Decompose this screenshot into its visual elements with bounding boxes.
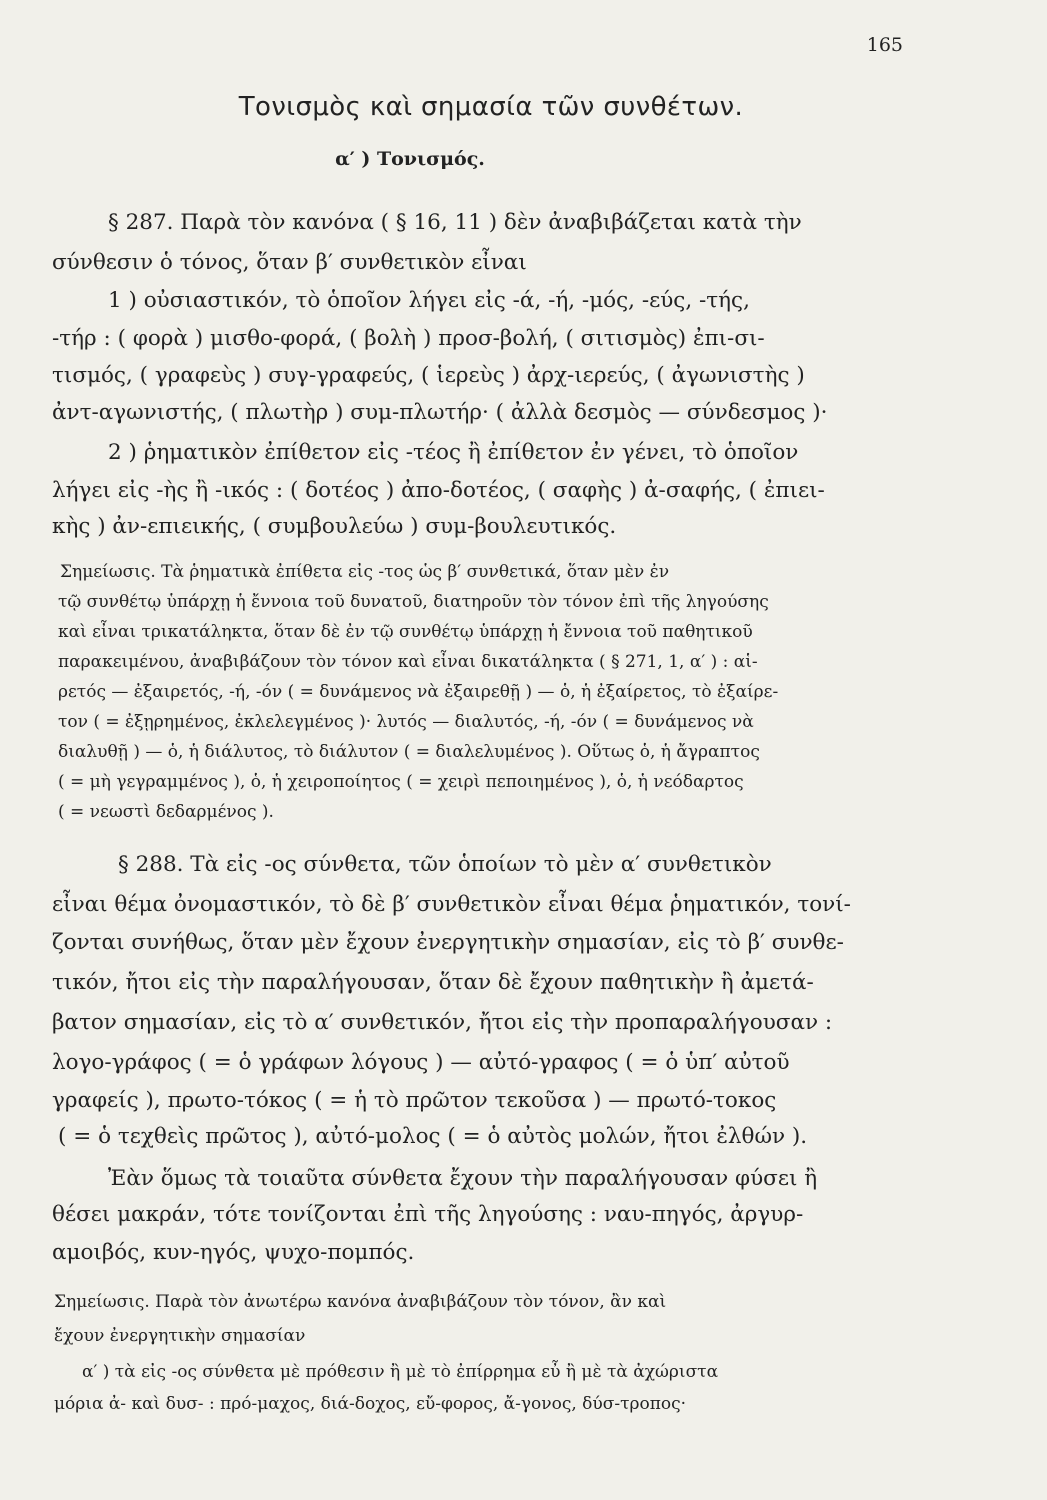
note-line: παρακειμένου, ἀναβιβάζουν τὸν τόνον καὶ εἶναι δικατάληκτα ( § 271, 1, α′ ) : αἱ- <box>58 652 758 672</box>
text-line: 1 ) οὐσιαστικόν, τὸ ὁποῖον λήγει εἰς -ά, -ή, -μός, -εύς, -τής, <box>108 288 750 313</box>
text-line: ( = ὁ τεχθεὶς πρῶτος ), αὐτό-μολος ( = ὁ αὐτὸς μολών, ἤτοι ἐλθών ). <box>58 1124 808 1149</box>
text-line: λογο-γράφος ( = ὁ γράφων λόγους ) — αὐτό-γραφος ( = ὁ ὑπ′ αὐτοῦ <box>52 1050 790 1075</box>
text-line: § 287. Παρὰ τὸν κανόνα ( § 16, 11 ) δὲν ἀναβιβάζεται κατὰ τὴν <box>108 210 802 235</box>
text-line: 2 ) ῥηματικὸν ἐπίθετον εἰς -τέος ἢ ἐπίθετον ἐν γένει, τὸ ὁποῖον <box>108 440 799 465</box>
section-subtitle: α′ ) Τονισμός. <box>335 148 485 170</box>
text-line: Ἐὰν ὅμως τὰ τοιαῦτα σύνθετα ἔχουν τὴν παραλήγουσαν φύσει ἢ <box>108 1166 818 1191</box>
note-line: Σημείωσις. Παρὰ τὸν ἀνωτέρω κανόνα ἀναβιβάζουν τὸν τόνον, ἂν καὶ <box>54 1292 667 1312</box>
text-line: § 288. Τὰ εἰς -ος σύνθετα, τῶν ὁποίων τὸ μὲν α′ συνθετικὸν <box>118 852 772 877</box>
page-title: Τονισμὸς καὶ σημασία τῶν συνθέτων. <box>238 92 744 122</box>
note-line: ἔχουν ἐνεργητικὴν σημασίαν <box>54 1326 306 1346</box>
note-line: ρετός — ἐξαιρετός, -ή, -όν ( = δυνάμενος νὰ ἐξαιρεθῇ ) — ὁ, ἡ ἐξαίρετος, τὸ ἐξαίρε- <box>58 682 779 702</box>
note-line: ( = μὴ γεγραμμένος ), ὁ, ἡ χειροποίητος ( = χειρὶ πεποιημένος ), ὁ, ἡ νεόδαρτος <box>58 772 744 792</box>
text-line: τικόν, ἤτοι εἰς τὴν παραλήγουσαν, ὅταν δὲ ἔχουν παθητικὴν ἢ ἀμετά- <box>52 970 814 995</box>
text-line: βατον σημασίαν, εἰς τὸ α′ συνθετικόν, ἤτοι εἰς τὴν προπαραλήγουσαν : <box>52 1010 833 1035</box>
text-line: κὴς ) ἀν-επιεικής, ( συμβουλεύω ) συμ-βουλευτικός. <box>52 514 617 539</box>
text-line: λήγει εἰς -ὴς ἢ -ικός : ( δοτέος ) ἀπο-δοτέος, ( σαφὴς ) ἀ-σαφής, ( ἐπιει- <box>52 478 825 503</box>
text-line: ἀντ-αγωνιστής, ( πλωτὴρ ) συμ-πλωτήρ· ( ἀλλὰ δεσμὸς — σύνδεσμος )· <box>52 400 828 425</box>
text-line: ζονται συνήθως, ὅταν μὲν ἔχουν ἐνεργητικὴν σημασίαν, εἰς τὸ β′ συνθε- <box>52 930 844 955</box>
page-number: 165 <box>866 34 903 56</box>
note-line: Σημείωσις. Τὰ ῥηματικὰ ἐπίθετα εἰς -τος ὡς β′ συνθετικά, ὅταν μὲν ἐν <box>60 562 670 582</box>
text-line: τισμός, ( γραφεὺς ) συγ-γραφεύς, ( ἱερεὺς ) ἀρχ-ιερεύς, ( ἀγωνιστὴς ) <box>52 363 805 388</box>
note-line: α′ ) τὰ εἰς -ος σύνθετα μὲ πρόθεσιν ἢ μὲ τὸ ἐπίρρημα εὖ ἢ μὲ τὰ ἀχώριστα <box>82 1362 719 1382</box>
text-line: αμοιβός, κυν-ηγός, ψυχο-πομπός. <box>52 1240 415 1265</box>
text-line: -τήρ : ( φορὰ ) μισθο-φορά, ( βολὴ ) προσ-βολή, ( σιτισμὸς) ἐπι-σι- <box>52 326 765 351</box>
text-line: εἶναι θέμα ὀνομαστικόν, τὸ δὲ β′ συνθετικὸν εἶναι θέμα ῥηματικόν, τονί- <box>52 892 851 917</box>
note-line: καὶ εἶναι τρικατάληκτα, ὅταν δὲ ἐν τῷ συνθέτῳ ὑπάρχῃ ἡ ἔννοια τοῦ παθητικοῦ <box>58 622 753 642</box>
text-line: γραφείς ), πρωτο-τόκος ( = ἡ τὸ πρῶτον τεκοῦσα ) — πρωτό-τοκος <box>52 1088 777 1113</box>
note-line: ( = νεωστὶ δεδαρμένος ). <box>58 802 274 822</box>
note-line: τον ( = ἐξῃρημένος, ἐκλελεγμένος )· λυτός — διαλυτός, -ή, -όν ( = δυνάμενος νὰ <box>58 712 754 732</box>
note-line: τῷ συνθέτῳ ὑπάρχῃ ἡ ἔννοια τοῦ δυνατοῦ, διατηροῦν τὸν τόνον ἐπὶ τῆς ληγούσης <box>58 592 769 612</box>
text-line: σύνθεσιν ὁ τόνος, ὅταν β′ συνθετικὸν εἶναι <box>52 250 527 275</box>
note-line: μόρια ἀ- καὶ δυσ- : πρό-μαχος, διά-δοχος, εὔ-φορος, ἄ-γονος, δύσ-τροπος· <box>54 1394 687 1414</box>
text-line: θέσει μακράν, τότε τονίζονται ἐπὶ τῆς ληγούσης : ναυ-πηγός, ἀργυρ- <box>52 1202 804 1227</box>
note-line: διαλυθῇ ) — ὁ, ἡ διάλυτος, τὸ διάλυτον ( = διαλελυμένος ). Οὕτως ὁ, ἡ ἄγραπτος <box>58 742 760 762</box>
